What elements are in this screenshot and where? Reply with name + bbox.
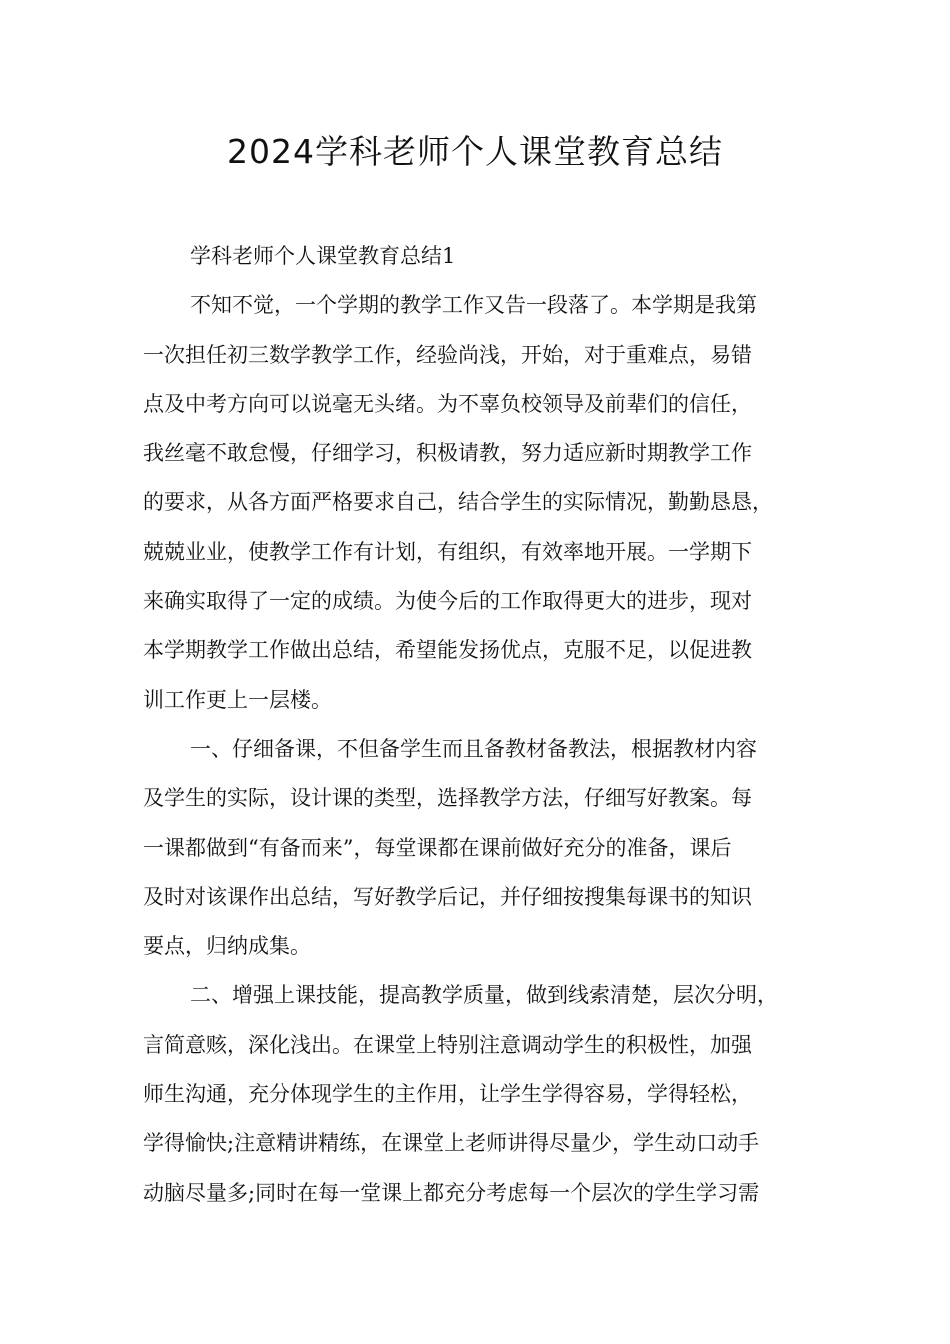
paragraph-line: 兢兢业业，使教学工作有计划，有组织，有效率地开展。一学期下: [143, 539, 752, 564]
paragraph-section-heading: [143, 232, 827, 281]
paragraph-line: 及学生的实际，设计课的类型，选择教学方法，仔细写好教案。每: [143, 786, 752, 811]
paragraph-line: 一、仔细备课，不但备学生而且备教材备教法，根据教材内容: [190, 736, 757, 761]
paragraph-line: 言简意赅，深化浅出。在课堂上特别注意调动学生的积极性，加强: [143, 1032, 752, 1057]
paragraph-line: 师生沟通，充分体现学生的主作用，让学生学得容易，学得轻松，: [143, 1082, 752, 1107]
paragraph-line: 来确实取得了一定的成绩。为使今后的工作取得更大的进步，现对: [143, 589, 752, 614]
paragraph-line: 我丝毫不敢怠慢，仔细学习，积极请教，努力适应新时期教学工作: [143, 441, 752, 466]
paragraph-intro: [143, 281, 827, 725]
paragraph-line: 动脑尽量多;同时在每一堂课上都充分考虑每一个层次的学生学习需: [143, 1180, 760, 1205]
paragraph-line: 要点，归纳成集。: [143, 934, 311, 959]
paragraph-line: 一课都做到“有备而来”，每堂课都在课前做好充分的准备，课后: [143, 835, 732, 860]
paragraph-line: 及时对该课作出总结，写好教学后记，并仔细按搜集每课书的知识: [143, 884, 752, 909]
paragraph-line: 本学期教学工作做出总结，希望能发扬优点，克服不足，以促进教: [143, 638, 752, 663]
paragraph-line: 的要求，从各方面严格要求自己，结合学生的实际情况，勤勤恳恳，: [143, 490, 773, 515]
paragraph-line: 一次担任初三数学教学工作，经验尚浅，开始，对于重难点，易错: [143, 342, 752, 367]
paragraph-line: 学得愉快;注意精讲精练，在课堂上老师讲得尽量少，学生动口动手: [143, 1131, 760, 1156]
paragraph-line: 点及中考方向可以说毫无头绪。为不辜负校领导及前辈们的信任，: [143, 391, 752, 416]
paragraph-line: 不知不觉，一个学期的教学工作又告一段落了。本学期是我第: [190, 293, 757, 318]
document-body: [143, 232, 827, 1218]
document-title: 2024学科老师个人课堂教育总结: [227, 132, 723, 171]
paragraph-point-one: [143, 725, 827, 971]
paragraph-point-two: [143, 971, 827, 1217]
paragraph-line: 学科老师个人课堂教育总结1: [190, 244, 456, 268]
paragraph-line: 二、增强上课技能，提高教学质量，做到线索清楚，层次分明，: [190, 983, 778, 1008]
paragraph-line: 训工作更上一层楼。: [143, 687, 332, 712]
